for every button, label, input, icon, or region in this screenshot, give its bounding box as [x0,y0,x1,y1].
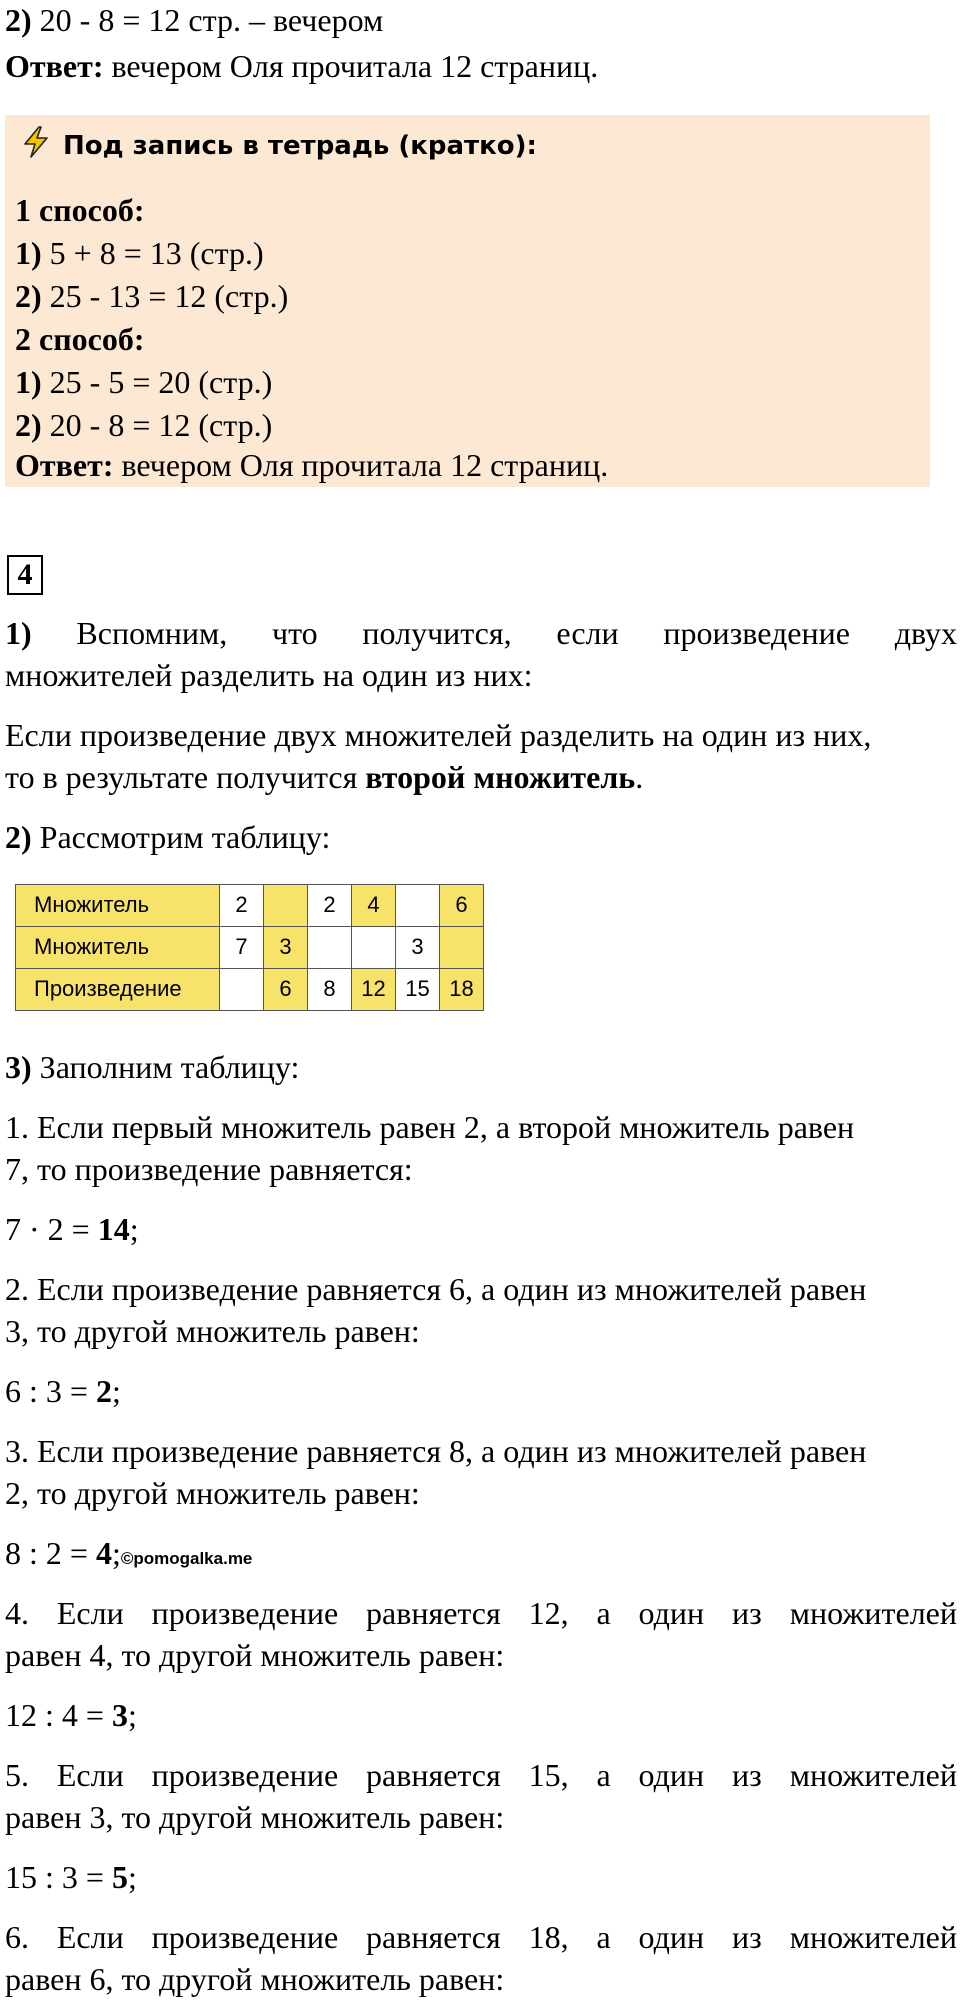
method-1-heading: 1 способ: [15,192,145,228]
s2-line1: 2. Если произведение равняется 6, а один из множителей равен [5,1271,867,1307]
s6-line2: равен 6, то другой множитель равен: [5,1961,505,1997]
s1-line2: 7, то произведение равняется: [5,1151,413,1187]
s5-line1: 5. Если произведение равняется 15, а один из множителей [5,1757,957,1793]
method-1-step-2: 2) 25 - 13 = 12 (стр.) [15,278,289,314]
table-cell [396,885,440,927]
lightning-icon [19,125,53,169]
s6-line1: 6. Если произведение равняется 18, а один из множителей [5,1919,957,1955]
method-1-step-1: 1) 5 + 8 = 13 (стр.) [15,235,264,271]
table-cell [308,927,352,969]
table-cell: 6 [264,969,308,1011]
table-cell: 3 [396,927,440,969]
table-cell: 8 [308,969,352,1011]
s2-equation: 6 : 3 = 2; [5,1373,121,1409]
notebook-note-box [5,115,930,487]
watermark: ©pomogalka.me [120,1549,253,1568]
table-cell: 2 [220,885,264,927]
p1-line1: 1) Вспомним, что получится, если произведение двух [5,615,958,651]
p3-line: 2) Рассмотрим таблицу: [5,819,331,855]
table-row [16,885,484,927]
s2-line2: 3, то другой множитель равен: [5,1313,420,1349]
answer-line: Ответ: вечером Оля прочитала 12 страниц. [5,48,599,84]
note-title: Под запись в тетрадь (кратко): [19,125,537,169]
s4-equation: 12 : 4 = 3; [5,1697,137,1733]
table-cell: 2 [308,885,352,927]
s4-line2: равен 4, то другой множитель равен: [5,1637,505,1673]
table-row-label: Множитель [16,885,220,927]
table-cell [220,969,264,1011]
table-cell [264,885,308,927]
table-cell: 15 [396,969,440,1011]
table-row [16,969,484,1011]
table-row-label: Произведение [16,969,220,1011]
multiplication-table [15,884,484,1011]
table-cell [440,927,484,969]
s5-equation: 15 : 3 = 5; [5,1859,137,1895]
p1-line2: множителей разделить на один из них: [5,657,533,693]
table-cell: 7 [220,927,264,969]
method-2-step-2: 2) 20 - 8 = 12 (стр.) [15,407,273,443]
p2-line2: то в результате получится второй множитель. [5,759,644,795]
note-answer: Ответ: вечером Оля прочитала 12 страниц. [15,447,609,483]
table-cell: 3 [264,927,308,969]
table-cell: 6 [440,885,484,927]
p4-line: 3) Заполним таблицу: [5,1049,300,1085]
s3-equation: 8 : 2 = 4;©pomogalka.me [5,1535,253,1571]
table-cell: 18 [440,969,484,1011]
s3-line1: 3. Если произведение равняется 8, а один из множителей равен [5,1433,867,1469]
s5-line2: равен 3, то другой множитель равен: [5,1799,505,1835]
task-number: 4 [7,555,43,595]
s1-line1: 1. Если первый множитель равен 2, а второй множитель равен [5,1109,855,1145]
table-cell [352,927,396,969]
s1-equation: 7 · 2 = 14; [5,1211,139,1247]
table-cell: 12 [352,969,396,1011]
method-2-step-1: 1) 25 - 5 = 20 (стр.) [15,364,273,400]
method-2-heading: 2 способ: [15,321,145,357]
step-2-line: 2) 20 - 8 = 12 стр. – вечером [5,2,384,38]
p2-line1: Если произведение двух множителей разделить на один из них, [5,717,872,753]
table-row-label: Множитель [16,927,220,969]
table-row [16,927,484,969]
table-cell: 4 [352,885,396,927]
s4-line1: 4. Если произведение равняется 12, а один из множителей [5,1595,957,1631]
s3-line2: 2, то другой множитель равен: [5,1475,420,1511]
